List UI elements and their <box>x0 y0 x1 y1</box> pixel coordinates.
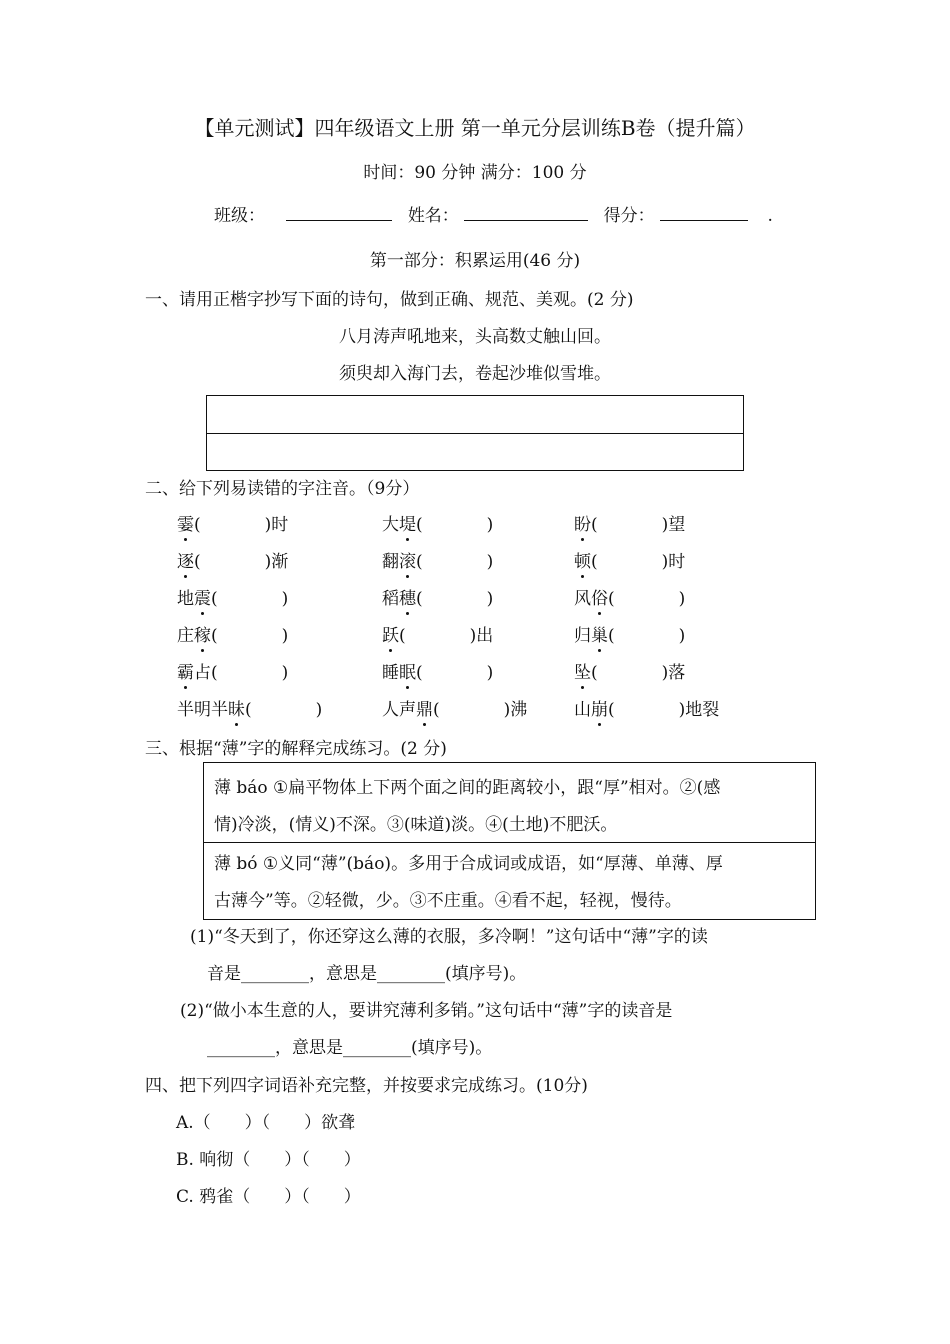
pinyin-item <box>574 510 685 535</box>
pinyin-item-open: ( <box>608 700 615 720</box>
pinyin-item-close: ) <box>486 515 494 535</box>
pinyin-item-open: ( <box>194 552 201 572</box>
q2-prompt: 二、给下列易读错的字注音。（9分） <box>145 479 420 499</box>
q4-item-b: B. 响彻（ ）（ ） <box>176 1150 361 1170</box>
pinyin-item-close: ) <box>678 626 686 646</box>
pinyin-item-close: )地裂 <box>678 700 720 720</box>
q4-item-c: C. 鸦雀（ ）（ ） <box>176 1187 361 1207</box>
pinyin-item-close: )时 <box>661 552 686 572</box>
pinyin-item-close: )望 <box>661 515 686 535</box>
pinyin-item-close: ) <box>486 552 494 572</box>
pinyin-target-char: 顿 <box>574 547 591 572</box>
pinyin-target-char: 俗 <box>591 584 608 609</box>
pinyin-item-open: ( <box>416 589 423 609</box>
pinyin-item-close: )时 <box>264 515 289 535</box>
student-info-line <box>214 201 773 226</box>
pinyin-item <box>177 510 288 535</box>
copy-writing-box[interactable] <box>206 395 744 471</box>
q3-sub1-line-2: 音是________，意思是________(填序号)。 <box>207 964 527 984</box>
pinyin-item-open: ( <box>416 552 423 572</box>
definition-bao-line-1: 薄 báo ①扁平物体上下两个面之间的距离较小，跟“厚”相对。②(感 <box>214 778 721 798</box>
pinyin-target-char: 霎 <box>177 510 194 535</box>
poem-line-2: 须臾却入海门去，卷起沙堆似雪堆。 <box>339 364 611 384</box>
pinyin-item-prefix: 庄 <box>177 626 194 646</box>
pinyin-item <box>177 695 322 720</box>
pinyin-item-close: )渐 <box>264 552 289 572</box>
pinyin-item <box>382 658 493 683</box>
poem-line-1: 八月涛声吼地来，头高数丈触山回。 <box>339 327 611 347</box>
pinyin-target-char: 滚 <box>399 547 416 572</box>
pinyin-item <box>382 621 493 646</box>
score-blank[interactable] <box>660 202 748 221</box>
definition-divider <box>204 842 815 843</box>
pinyin-item <box>574 695 719 720</box>
pinyin-item-open: ( <box>433 700 440 720</box>
pinyin-item <box>382 510 493 535</box>
definition-bo-line-2: 古薄今”等。②轻微，少。③不庄重。④看不起，轻视，慢待。 <box>214 891 682 911</box>
pinyin-item <box>382 547 493 572</box>
pinyin-item-open: ( <box>591 663 598 683</box>
pinyin-target-char: 昧 <box>228 695 245 720</box>
pinyin-target-char: 盼 <box>574 510 591 535</box>
pinyin-item-prefix: 大 <box>382 515 399 535</box>
pinyin-item-open: ( <box>416 663 423 683</box>
definition-bo-line-1: 薄 bó ①义同“薄”(báo)。多用于合成词或成语，如“厚薄、单薄、厚 <box>214 854 723 874</box>
definition-box <box>203 762 816 920</box>
pinyin-item-close: ) <box>678 589 686 609</box>
pinyin-item <box>177 547 288 572</box>
pinyin-target-char: 跃 <box>382 621 399 646</box>
pinyin-item-open: ( <box>416 515 423 535</box>
pinyin-item-prefix: 半明半 <box>177 700 228 720</box>
pinyin-target-char: 巢 <box>591 621 608 646</box>
pinyin-item-open: ( <box>591 515 598 535</box>
pinyin-target-char: 堤 <box>399 510 416 535</box>
pinyin-item-open: ( <box>608 626 615 646</box>
q3-sub2-line-1: (2)“做小本生意的人，要讲究薄利多销。”这句话中“薄”字的读音是 <box>180 1001 673 1021</box>
pinyin-item-prefix: 山 <box>574 700 591 720</box>
q3-sub1-line-1: (1)“冬天到了，你还穿这么薄的衣服，多冷啊！”这句话中“薄”字的读 <box>190 927 708 947</box>
q1-prompt: 一、请用正楷字抄写下面的诗句，做到正确、规范、美观。(2 分) <box>145 290 634 310</box>
pinyin-item-close: )出 <box>469 626 494 646</box>
pinyin-item <box>574 621 685 646</box>
pinyin-item-close: ) <box>486 589 494 609</box>
pinyin-target-char: 眠 <box>399 658 416 683</box>
pinyin-item-close: ) <box>315 700 323 720</box>
part1-title: 第一部分：积累运用(46 分) <box>369 251 581 271</box>
pinyin-item-open: ( <box>608 589 615 609</box>
pinyin-item <box>177 621 288 646</box>
page-title: 【单元测试】四年级语文上册 第一单元分层训练B卷（提升篇） <box>194 116 756 140</box>
pinyin-item <box>382 584 493 609</box>
pinyin-item <box>177 584 288 609</box>
pinyin-item-open: ( <box>591 552 598 572</box>
pinyin-item-prefix: 人声 <box>382 700 416 720</box>
q3-prompt: 三、根据“薄”字的解释完成练习。(2 分) <box>145 739 447 759</box>
pinyin-item-close: ) <box>281 626 289 646</box>
pinyin-target-char: 鼎 <box>416 695 433 720</box>
pinyin-target-char: 霸 <box>177 658 194 683</box>
pinyin-item-open: ( <box>211 626 218 646</box>
pinyin-target-char: 逐 <box>177 547 194 572</box>
q4-prompt: 四、把下列四字词语补充完整，并按要求完成练习。(10分) <box>145 1076 588 1096</box>
class-blank[interactable] <box>286 202 392 221</box>
pinyin-target-char: 穗 <box>399 584 416 609</box>
pinyin-item-open: ( <box>399 626 406 646</box>
pinyin-item-prefix: 风 <box>574 589 591 609</box>
pinyin-item <box>177 658 288 683</box>
pinyin-item-close: ) <box>486 663 494 683</box>
q3-sub2-line-2: ________，意思是________(填序号)。 <box>207 1038 493 1058</box>
pinyin-item-prefix: 地 <box>177 589 194 609</box>
pinyin-item <box>574 547 685 572</box>
pinyin-item <box>574 584 685 609</box>
pinyin-target-char: 稼 <box>194 621 211 646</box>
pinyin-item-open: 占( <box>194 663 218 683</box>
pinyin-item-close: ) <box>281 663 289 683</box>
pinyin-item-close: )落 <box>661 663 686 683</box>
pinyin-item-open: ( <box>245 700 252 720</box>
end-mark: . <box>767 206 773 226</box>
score-label: 得分： <box>603 206 655 226</box>
pinyin-target-char: 震 <box>194 584 211 609</box>
pinyin-item-open: ( <box>194 515 201 535</box>
pinyin-target-char: 坠 <box>574 658 591 683</box>
pinyin-item-open: ( <box>211 589 218 609</box>
name-blank[interactable] <box>464 202 588 221</box>
pinyin-item-prefix: 睡 <box>382 663 399 683</box>
class-label: 班级： <box>214 206 265 226</box>
pinyin-target-char: 崩 <box>591 695 608 720</box>
pinyin-item-close: ) <box>281 589 289 609</box>
definition-bao-line-2: 情)冷淡，(情义)不深。③(味道)淡。④(土地)不肥沃。 <box>214 815 618 835</box>
pinyin-item-close: )沸 <box>503 700 528 720</box>
pinyin-item-prefix: 归 <box>574 626 591 646</box>
q4-item-a: A.（ ）（ ）欲聋 <box>176 1113 356 1133</box>
name-label: 姓名： <box>407 206 459 226</box>
pinyin-item-prefix: 翻 <box>382 552 399 572</box>
copy-box-divider <box>207 433 743 434</box>
pinyin-item <box>382 695 527 720</box>
pinyin-item-prefix: 稻 <box>382 589 399 609</box>
time-score-line: 时间：90 分钟 满分：100 分 <box>363 163 587 183</box>
pinyin-item <box>574 658 685 683</box>
